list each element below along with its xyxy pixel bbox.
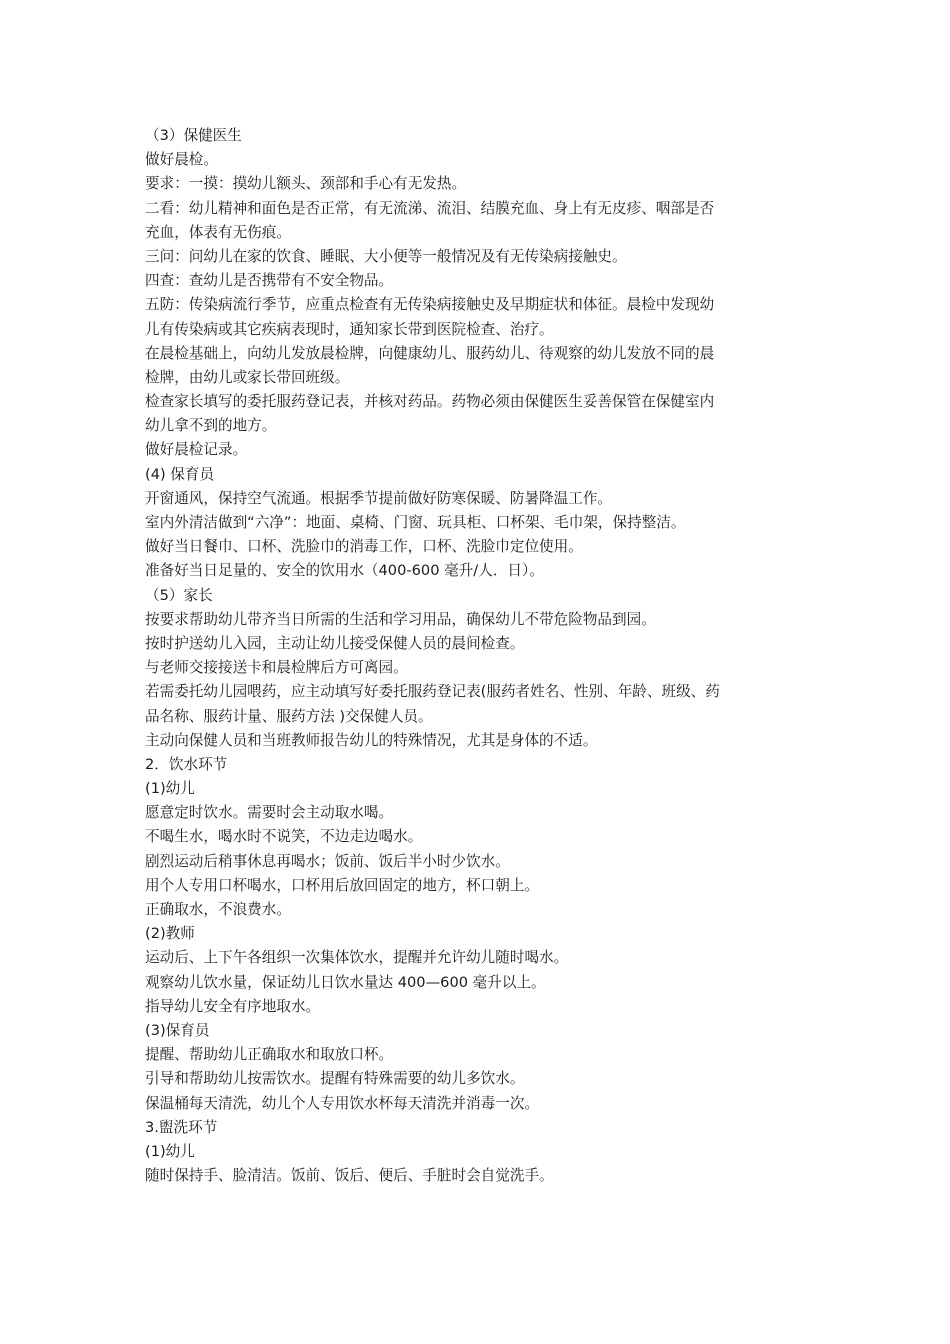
document-body — [145, 124, 810, 1188]
text-line: 做好晨检记录。 — [145, 441, 248, 459]
text-line: 不喝生水，喝水时不说笑，不边走边喝水。 — [145, 828, 423, 846]
text-line: 2．饮水环节 — [145, 755, 228, 773]
text-line: 儿有传染病或其它疾病表现时，通知家长带到医院检查、治疗。 — [145, 320, 554, 338]
text-line: (4) 保育员 — [145, 465, 215, 483]
text-line: 提醒、帮助幼儿正确取水和取放口杯。 — [145, 1046, 394, 1064]
text-line: （5）家长 — [145, 586, 213, 604]
text-line: 观察幼儿饮水量，保证幼儿日饮水量达 400—600 毫升以上。 — [145, 973, 546, 991]
text-line: （3）保健医生 — [145, 127, 242, 144]
text-line: 按时护送幼儿入园，主动让幼儿接受保健人员的晨间检查。 — [145, 634, 525, 652]
text-line: 幼儿拿不到的地方。 — [145, 417, 277, 435]
text-line: (1)幼儿 — [145, 780, 195, 798]
text-line: 与老师交接接送卡和晨检牌后方可离园。 — [145, 659, 408, 677]
text-line: 检查家长填写的委托服药登记表，并核对药品。药物必须由保健医生妥善保管在保健室内 — [145, 393, 715, 411]
text-line: 室内外清洁做到“六净”：地面、桌椅、门窗、玩具柜、口杯架、毛巾架，保持整洁。 — [145, 514, 686, 531]
text-line: 二看：幼儿精神和面色是否正常，有无流涕、流泪、结膜充血、身上有无皮疹、咽部是否 — [145, 199, 715, 217]
text-line: 三问：问幼儿在家的饮食、睡眠、大小便等一般情况及有无传染病接触史。 — [145, 247, 627, 265]
text-line: (3)保育员 — [145, 1021, 210, 1039]
text-line: 做好当日餐巾、口杯、洗脸巾的消毒工作，口杯、洗脸巾定位使用。 — [145, 538, 583, 556]
text-line: 在晨检基础上，向幼儿发放晨检牌，向健康幼儿、服药幼儿、待观察的幼儿发放不同的晨 — [145, 344, 715, 362]
text-line: 保温桶每天清洗，幼儿个人专用饮水杯每天清洗并消毒一次。 — [145, 1094, 540, 1112]
text-line: 做好晨检。 — [145, 151, 218, 169]
text-line: (1)幼儿 — [145, 1142, 195, 1160]
text-line: 剧烈运动后稍事休息再喝水；饭前、饭后半小时少饮水。 — [145, 852, 510, 870]
text-line: 检牌，由幼儿或家长带回班级。 — [145, 368, 350, 386]
text-line: 主动向保健人员和当班教师报告幼儿的特殊情况，尤其是身体的不适。 — [145, 731, 598, 749]
text-line: 运动后、上下午各组织一次集体饮水，提醒并允许幼儿随时喝水。 — [145, 949, 569, 967]
text-line: 准备好当日足量的、安全的饮用水（400-600 毫升/人．日）。 — [145, 562, 544, 580]
text-line: 正确取水，不浪费水。 — [145, 901, 291, 918]
text-line: 愿意定时饮水。需要时会主动取水喝。 — [145, 804, 394, 822]
text-line: 要求：一摸：摸幼儿额头、颈部和手心有无发热。 — [145, 175, 467, 193]
text-line: 用个人专用口杯喝水，口杯用后放回固定的地方，杯口朝上。 — [145, 876, 540, 894]
text-line: 按要求帮助幼儿带齐当日所需的生活和学习用品，确保幼儿不带危险物品到园。 — [145, 610, 656, 628]
text-line: 品名称、服药计量、服药方法 )交保健人员。 — [145, 707, 433, 725]
text-line: 3.盥洗环节 — [145, 1118, 218, 1136]
text-line: 充血，体表有无伤痕。 — [145, 223, 291, 241]
text-line: 随时保持手、脸清洁。饭前、饭后、便后、手脏时会自觉洗手。 — [145, 1167, 554, 1185]
text-line: 指导幼儿安全有序地取水。 — [145, 997, 321, 1015]
text-line: 引导和帮助幼儿按需饮水。提醒有特殊需要的幼儿多饮水。 — [145, 1070, 525, 1088]
text-line: 五防：传染病流行季节，应重点检查有无传染病接触史及早期症状和体征。晨检中发现幼 — [145, 296, 715, 314]
text-line: 开窗通风，保持空气流通。根据季节提前做好防寒保暖、防暑降温工作。 — [145, 489, 613, 507]
text-line: (2)教师 — [145, 925, 195, 943]
text-line: 若需委托幼儿园喂药，应主动填写好委托服药登记表(服药者姓名、性别、年龄、班级、药 — [145, 683, 720, 701]
text-line: 四查：查幼儿是否携带有不安全物品。 — [145, 272, 394, 290]
